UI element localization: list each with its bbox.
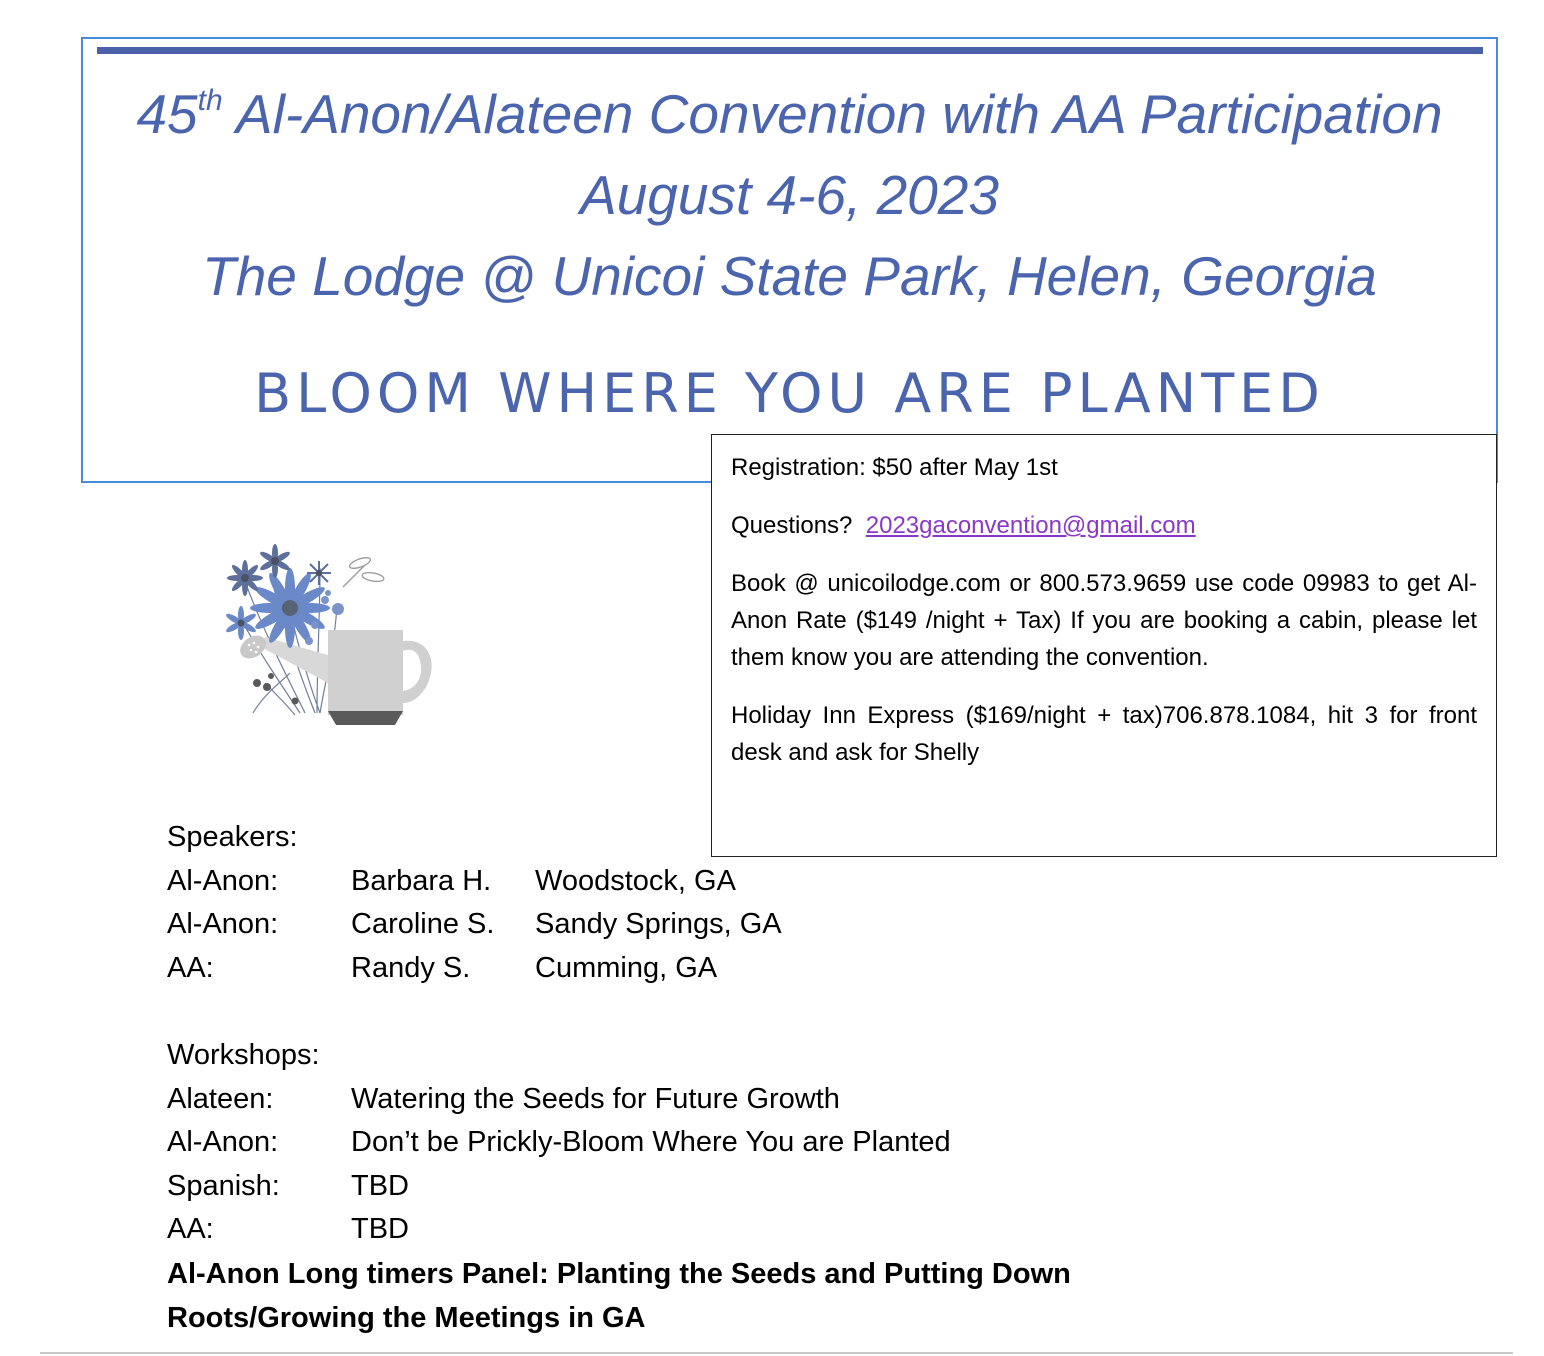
workshop-row <box>167 1208 951 1252</box>
holiday-inn-text: Holiday Inn Express ($169/night + tax)706.878.1084, hit 3 for front desk and ask for Shelly <box>731 702 1477 766</box>
speaker-place: Cumming, GA <box>535 951 718 984</box>
workshop-topic: Watering the Seeds for Future Growth <box>351 1082 840 1115</box>
convention-location: The Lodge @ Unicoi State Park, Helen, Georgia <box>202 245 1377 307</box>
speaker-group: Al-Anon: <box>167 908 279 940</box>
workshop-row <box>167 1165 951 1209</box>
title-number: 45 <box>136 83 198 145</box>
workshop-topic: TBD <box>351 1213 409 1245</box>
speaker-group: AA: <box>167 951 214 984</box>
speaker-group: Al-Anon: <box>167 864 279 897</box>
convention-dates: August 4-6, 2023 <box>580 164 999 226</box>
speaker-row <box>167 947 782 991</box>
workshops-section <box>167 1034 951 1252</box>
page-bottom-rule <box>40 1352 1513 1354</box>
title-ordinal-suffix: th <box>197 83 223 117</box>
workshops-heading: Workshops: <box>167 1039 320 1071</box>
questions-label: Questions? <box>731 512 853 539</box>
speaker-place: Woodstock, GA <box>535 864 736 897</box>
workshop-group: Spanish: <box>167 1169 280 1202</box>
workshop-topic: TBD <box>351 1169 409 1202</box>
workshop-group: AA: <box>167 1213 214 1245</box>
workshop-topic: Don’t be Prickly-Bloom Where You are Planted <box>351 1126 951 1158</box>
speaker-row <box>167 903 782 947</box>
long-timers-panel <box>167 1253 1071 1340</box>
registration-text: Registration: $50 after May 1st <box>731 454 1058 481</box>
convention-title <box>81 83 1498 145</box>
speaker-place: Sandy Springs, GA <box>535 908 782 940</box>
panel-line-1: Al-Anon Long timers Panel: Planting the Seeds and Putting Down <box>167 1258 1071 1290</box>
convention-theme: BLOOM WHERE YOU ARE PLANTED <box>254 362 1325 425</box>
questions-email-link[interactable]: 2023gaconvention@gmail.com <box>865 512 1196 539</box>
panel-line-2: Roots/Growing the Meetings in GA <box>167 1301 646 1334</box>
workshop-group: Alateen: <box>167 1082 274 1115</box>
title-text: Al-Anon/Alateen Convention with AA Participation <box>222 83 1443 145</box>
workshop-group: Al-Anon: <box>167 1126 279 1158</box>
questions-line <box>731 507 1477 544</box>
workshop-row <box>167 1078 951 1122</box>
info-box <box>711 434 1497 857</box>
speaker-name: Randy S. <box>351 951 471 984</box>
speaker-name: Barbara H. <box>351 864 492 897</box>
speaker-name: Caroline S. <box>351 908 495 940</box>
speaker-row <box>167 860 782 904</box>
booking-text: Book @ unicoilodge.com or 800.573.9659 use code 09983 to get Al-Anon Rate ($149 /night + Tax) If you are booking a cabin, please let them know you are attending the convention. <box>731 570 1477 671</box>
workshop-row <box>167 1121 951 1165</box>
speakers-section <box>167 816 782 990</box>
watering-can-with-flowers-icon <box>225 543 440 733</box>
header-top-rule <box>97 47 1483 54</box>
speakers-heading: Speakers: <box>167 821 298 853</box>
